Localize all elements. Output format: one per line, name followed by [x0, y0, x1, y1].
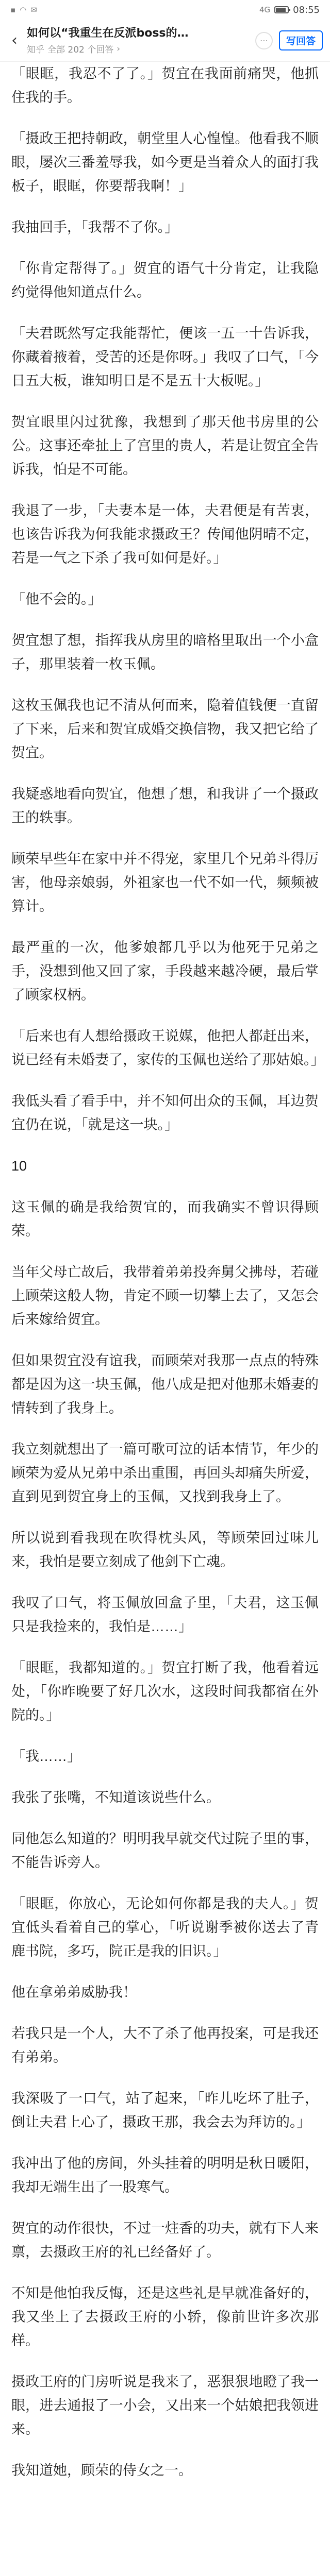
answer-paragraph: 贺宜的动作很快，不过一炷香的功夫，就有下人来禀，去摄政王府的礼已经备好了。 [11, 2221, 319, 2260]
answer-paragraph: 我知道她，顾荣的侍女之一。 [11, 2463, 192, 2478]
answer-paragraph: 这枚玉佩我也记不清从何而来，隐着值钱便一直留了下来，后来和贺宜成婚交换信物，我又把它给了贺宜。 [11, 698, 319, 760]
answer-paragraph: 「眼眶，你放心，无论如何你都是我的夫人。」贺宜低头看着自己的掌心，「听说谢季被你送去了青鹿书院，多巧，院正是我的旧识。」 [11, 1896, 319, 1959]
status-time: 08:55 [293, 4, 320, 15]
network-label: 4G [259, 5, 271, 14]
answer-paragraph: 但如果贺宜没有谊我，而顾荣对我那一点点的特殊都是因为这一块玉佩，他八成是把对他那未婚妻的情转到了我身上。 [11, 1353, 319, 1416]
answer-paragraph: 「摄政王把持朝政，朝堂里人心惶惶。他看我不顺眼，屡次三番羞辱我，如今更是当着众人的面打我板子，眼眶，你要帮我啊！」 [11, 131, 319, 194]
answer-paragraph: 顾荣早些年在家中并不得宠，家里几个兄弟斗得厉害，他母亲娘弱，外祖家也一代不如一代，频频被算计。 [11, 851, 319, 914]
source-label: 知乎 [27, 45, 44, 55]
section-number: 10 [11, 1158, 27, 1174]
app-header [0, 20, 330, 62]
answer-content [0, 62, 330, 2500]
answer-paragraph: 我抽回手，「我帮不了你。」 [11, 219, 178, 235]
answer-paragraph: 摄政王府的门房听说是我来了，恶狠狠地瞪了我一眼，进去通报了一小会，又出来一个姑娘把我领进来。 [11, 2374, 319, 2437]
status-left [10, 5, 37, 14]
answer-paragraph: 我低头看了看手中，并不知何出众的玉佩，耳边贺宜仍在说，「就是这一块。」 [11, 1093, 319, 1132]
answer-paragraph: 贺宜眼里闪过犹豫，我想到了那天他书房里的公公。这事还牵扯上了宫里的贵人，若是让贺宜全告诉我，怕是不可能。 [11, 414, 319, 477]
answer-paragraph: 我张了张嘴，不知道该说些什么。 [11, 1790, 220, 1805]
answer-paragraph: 所以说到看我现在吹得枕头风，等顾荣回过味儿来，我怕是要立刻成了他剑下亡魂。 [11, 1530, 319, 1569]
write-answer-button[interactable]: 写回答 [279, 30, 323, 50]
answer-paragraph: 贺宜想了想，指挥我从房里的暗格里取出一个小盒子，那里装着一枚玉佩。 [11, 633, 319, 672]
wifi-icon: ◠ [20, 5, 27, 14]
answer-paragraph: 我退了一步，「夫妻本是一体，夫君便是有苦衷，也该告诉我为何我能求摄政王？传闻他阴晴不定，若是一气之下杀了我可如何是好。」 [11, 503, 319, 566]
answer-paragraph: 「后来也有人想给摄政王说媒，他把人都赶出来，说已经有未婚妻了，家传的玉佩也送给了那姑娘。」 [11, 1028, 325, 1067]
answer-paragraph: 我立刻就想出了一篇可歌可泣的话本情节，年少的顾荣为爱从兄弟中杀出重围，再回头却痛失所爱，直到见到贺宜身上的玉佩，又找到我身上了。 [11, 1442, 319, 1504]
status-right [259, 5, 320, 15]
header-actions [255, 30, 323, 50]
answer-paragraph: 「你肯定帮得了。」贺宜的语气十分肯定，让我隐约觉得他知道点什么。 [11, 261, 319, 300]
header-text[interactable] [27, 26, 250, 55]
battery-icon [274, 6, 289, 13]
chevron-right-icon: › [117, 43, 121, 54]
answer-paragraph: 当年父母亡故后，我带着弟弟投奔舅父拂母，若碰上顾荣这般人物，肯定不顾一切攀上去了，又怎会后来嫁给贺宜。 [11, 1264, 319, 1327]
header-meta [27, 42, 250, 55]
answer-paragraph: 我叹了口气，将玉佩放回盒子里，「夫君，这玉佩只是我捡来的，我怕是……」 [11, 1595, 319, 1634]
answer-paragraph: 同他怎么知道的？明明我早就交代过院子里的事，不能告诉旁人。 [11, 1831, 319, 1870]
answer-paragraph: 不知是他怕我反悔，还是这些礼是早就准备好的，我又坐上了去摄政王府的小轿，像前世许多次那样。 [11, 2285, 319, 2348]
answer-paragraph: 「眼眶，我都知道的。」贺宜打断了我，他看着远处，「你昨晚要了好几次水，这段时间我都宿在外院的。」 [11, 1660, 319, 1723]
message-icon: ✉ [30, 5, 37, 14]
answer-paragraph: 「我……」 [11, 1749, 81, 1764]
answer-paragraph: 若我只是一个人，大不了杀了他再投案，可是我还有弟弟。 [11, 2026, 319, 2065]
back-arrow-icon[interactable]: ‹ [11, 31, 18, 49]
answer-paragraph: 这玉佩的确是我给贺宜的，而我确实不曾识得顾荣。 [11, 1199, 319, 1239]
answer-paragraph: 「眼眶，我忍不了了。」贺宜在我面前痛哭，他抓住我的手。 [11, 66, 319, 105]
answer-paragraph: 我深吸了一口气，站了起来，「昨儿吃坏了肚子，倒让夫君上心了，摄政王那，我会去为拜访的。」 [11, 2091, 319, 2130]
answer-paragraph: 我冲出了他的房间，外头挂着的明明是秋日暖阳，我却无端生出了一股寒气。 [11, 2156, 319, 2195]
answer-paragraph: 「他不会的。」 [11, 591, 102, 607]
more-options-icon[interactable]: ⋯ [255, 32, 273, 49]
sim-icon: ▪ [10, 5, 16, 14]
answer-paragraph: 他在拿弟弟威胁我！ [11, 1985, 137, 2000]
answer-paragraph: 「夫君既然写定我能帮忙，便该一五一十告诉我，你藏着掖着，受苦的还是你呀。」我叹了口气，「今日五大板，谁知明日是不是五十大板呢。」 [11, 326, 319, 388]
answer-paragraph: 最严重的一次，他爹娘都几乎以为他死于兄弟之手，没想到他又回了家，手段越来越冷硬，最后掌了顾家权柄。 [11, 940, 319, 1003]
answers-count-label[interactable]: 全部 202 个回答 [47, 45, 114, 55]
status-bar [0, 0, 330, 20]
question-title[interactable]: 如何以“我重生在反派boss的… [27, 27, 189, 40]
answer-paragraph: 我疑惑地看向贺宜，他想了想，和我讲了一个摄政王的轶事。 [11, 786, 319, 825]
